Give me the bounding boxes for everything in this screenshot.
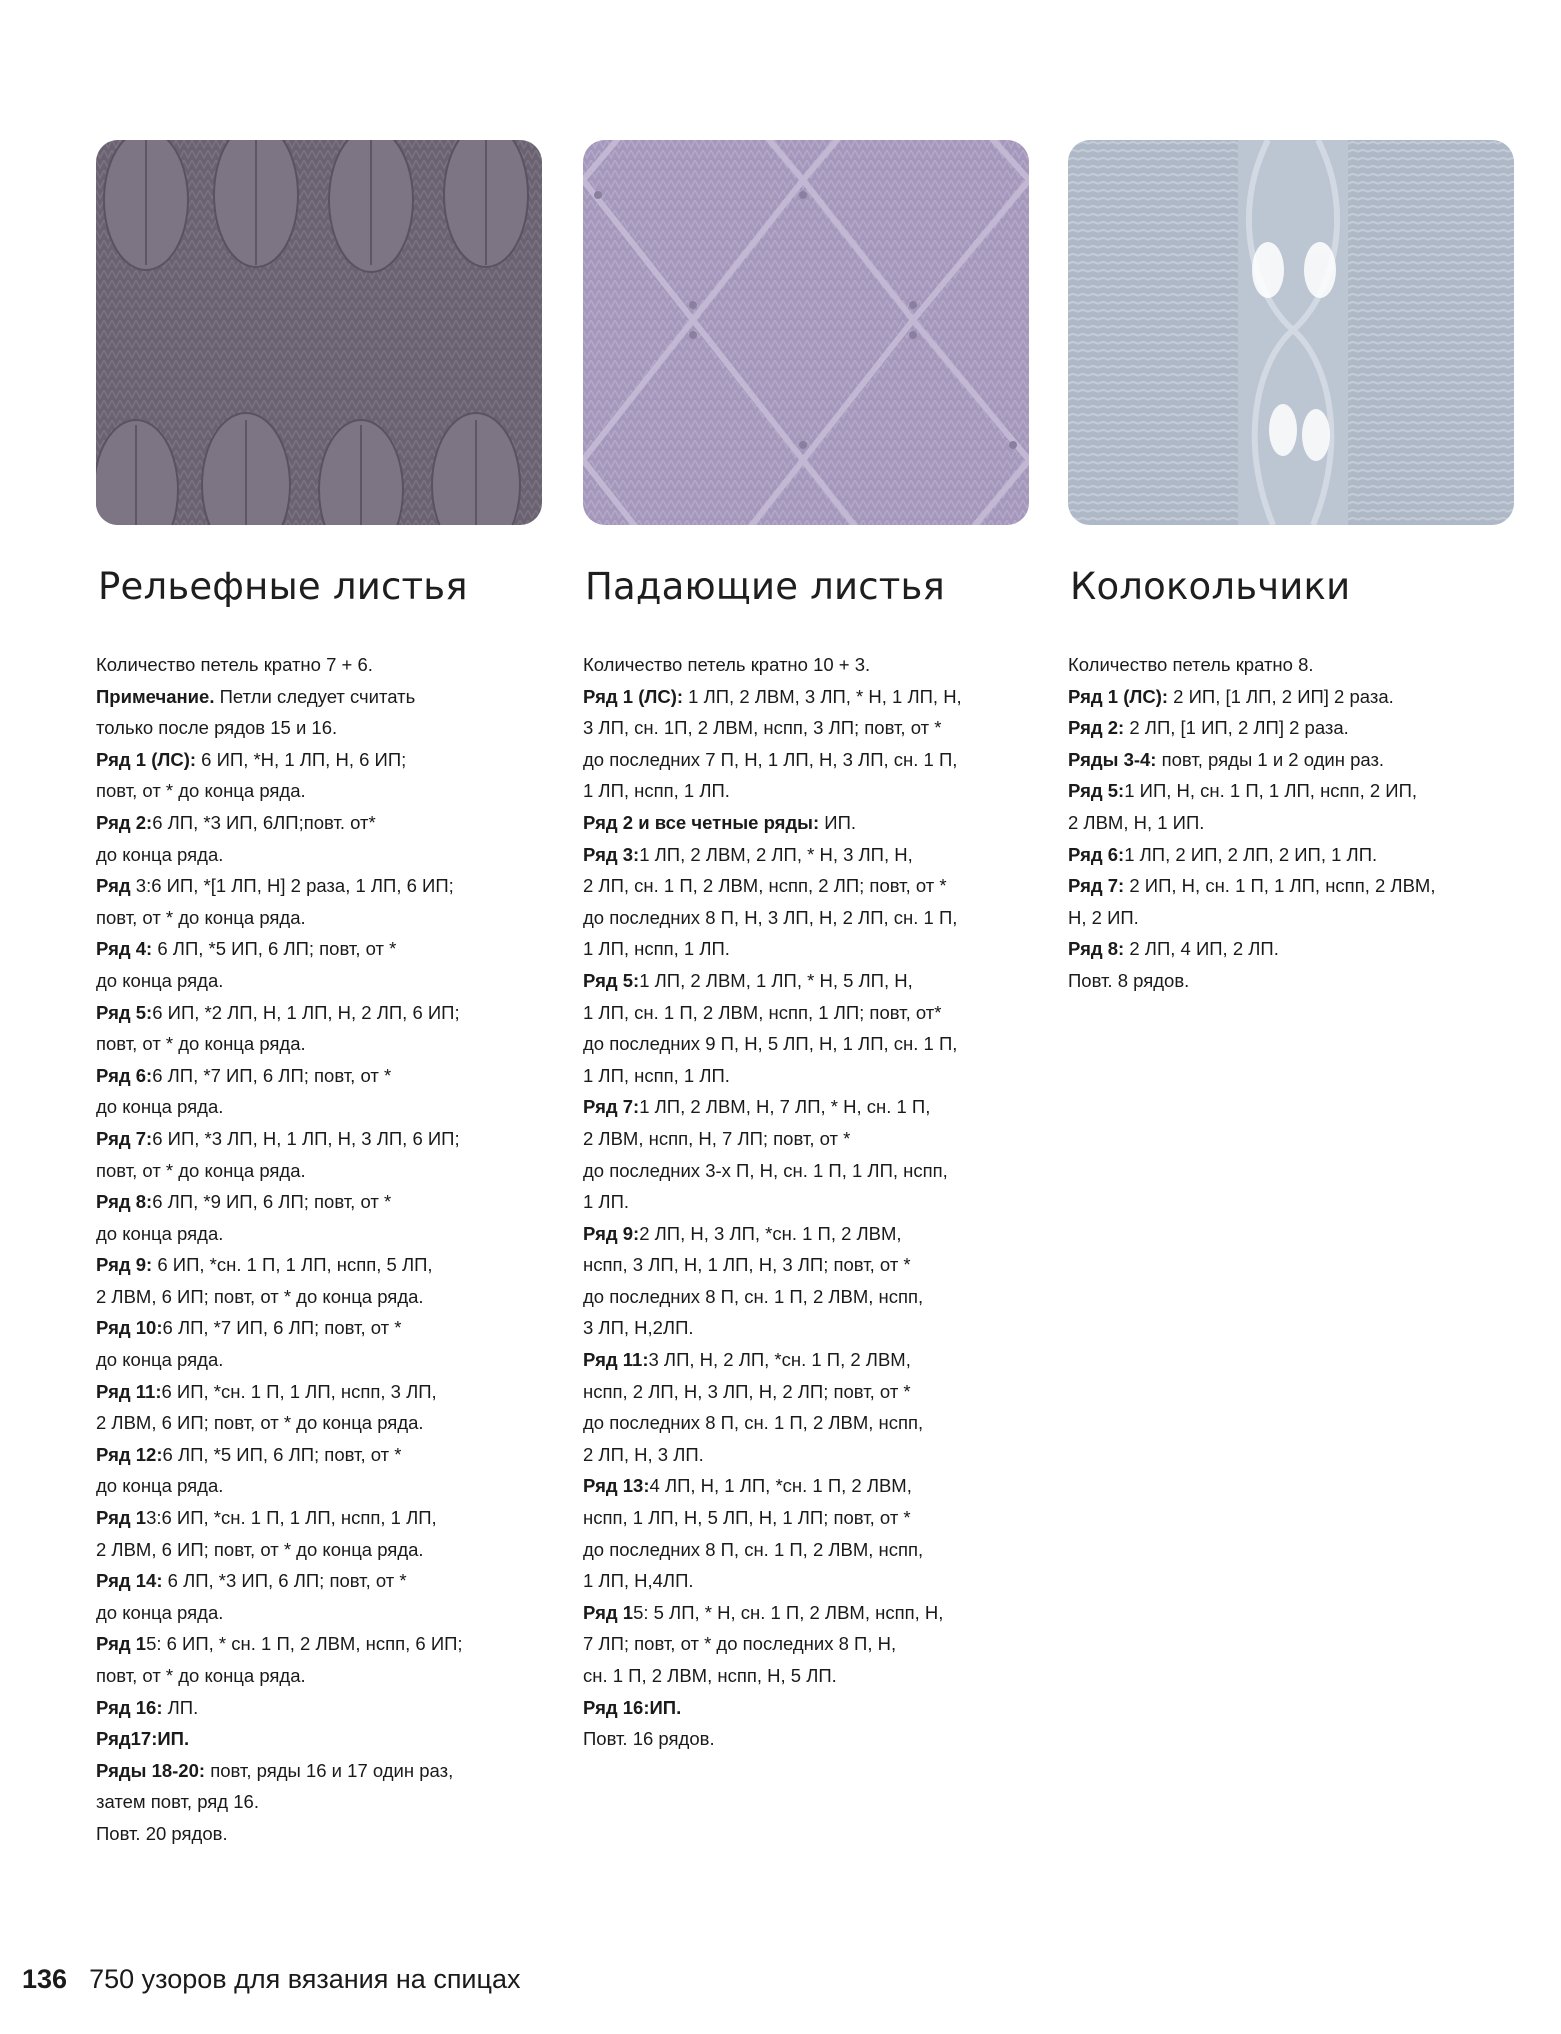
- instruction-line: затем повт, ряд 16.: [96, 1791, 259, 1813]
- pattern-column-falling-leaves: [583, 140, 1029, 1755]
- instruction-line: 2 ЛВМ, нспп, Н, 7 ЛП; повт, от *: [583, 1127, 851, 1149]
- instruction-line: Ряд 3:6 ИП, *[1 ЛП, Н] 2 раза, 1 ЛП, 6 ИП;: [96, 875, 454, 897]
- instruction-line: повт, от * до конца ряда.: [96, 906, 306, 928]
- instruction-line: Ряд 11:3 ЛП, Н, 2 ЛП, *сн. 1 П, 2 ЛВМ,: [583, 1349, 911, 1371]
- instruction-line: нспп, 2 ЛП, Н, 3 ЛП, Н, 2 ЛП; повт, от *: [583, 1380, 911, 1402]
- instruction-line: Ряд 11:6 ИП, *сн. 1 П, 1 ЛП, нспп, 3 ЛП,: [96, 1380, 437, 1402]
- instruction-line: 1 ЛП, сн. 1 П, 2 ЛВМ, нспп, 1 ЛП; повт, от*: [583, 1001, 942, 1023]
- instruction-line: 1 ЛП, нспп, 1 ЛП.: [583, 1064, 730, 1086]
- instruction-line: повт, от * до конца ряда.: [96, 1159, 306, 1181]
- page-number: 136: [22, 1964, 68, 1994]
- instruction-line: Количество петель кратно 8.: [1068, 654, 1314, 675]
- instruction-line: Примечание. Петли следует считать: [96, 685, 416, 707]
- instruction-line: Ряд 7: 2 ИП, Н, сн. 1 П, 1 ЛП, нспп, 2 ЛВМ,: [1068, 875, 1436, 897]
- instruction-line: до последних 8 П, сн. 1 П, 2 ЛВМ, нспп,: [583, 1412, 924, 1434]
- instruction-line: 2 ЛВМ, 6 ИП; повт, от * до конца ряда.: [96, 1412, 424, 1434]
- instruction-line: Ряды 18-20: повт, ряды 16 и 17 один раз,: [96, 1759, 454, 1781]
- instruction-line: до конца ряда.: [96, 843, 224, 865]
- instruction-line: Ряд 15: 6 ИП, * сн. 1 П, 2 ЛВМ, нспп, 6 ИП;: [96, 1633, 463, 1655]
- instruction-line: Ряды 3-4: повт, ряды 1 и 2 один раз.: [1068, 748, 1385, 770]
- instruction-line: до последних 3-х П, Н, сн. 1 П, 1 ЛП, нспп,: [583, 1159, 948, 1181]
- pattern-column-relief-leaves: [96, 140, 542, 1850]
- instruction-line: Ряд 5:1 ЛП, 2 ЛВМ, 1 ЛП, * Н, 5 ЛП, Н,: [583, 969, 913, 991]
- instruction-line: Повт. 20 рядов.: [96, 1822, 228, 1844]
- instruction-line: до последних 9 П, Н, 5 ЛП, Н, 1 ЛП, сн. 1 П,: [583, 1033, 958, 1055]
- instruction-line: нспп, 1 ЛП, Н, 5 ЛП, Н, 1 ЛП; повт, от *: [583, 1507, 911, 1529]
- instruction-line: 3 ЛП, сн. 1П, 2 ЛВМ, нспп, 3 ЛП; повт, от *: [583, 717, 942, 739]
- instruction-line: до конца ряда.: [96, 1349, 224, 1371]
- instruction-line: Количество петель кратно 10 + 3.: [583, 654, 871, 675]
- instruction-line: до конца ряда.: [96, 969, 224, 991]
- instruction-line: до конца ряда.: [96, 1475, 224, 1497]
- instruction-line: только после рядов 15 и 16.: [96, 717, 338, 739]
- instruction-line: Ряд 2 и все четные ряды: ИП.: [583, 811, 857, 833]
- instruction-line: Ряд17:ИП.: [96, 1728, 190, 1750]
- pattern-column-bells: [1068, 140, 1514, 997]
- instruction-line: Ряд 9:2 ЛП, Н, 3 ЛП, *сн. 1 П, 2 ЛВМ,: [583, 1222, 902, 1244]
- instruction-line: до конца ряда.: [96, 1222, 224, 1244]
- instruction-line: Ряд 4: 6 ЛП, *5 ИП, 6 ЛП; повт, от *: [96, 938, 397, 960]
- instruction-line: нспп, 3 ЛП, Н, 1 ЛП, Н, 3 ЛП; повт, от *: [583, 1254, 911, 1276]
- pattern-title: Падающие листья: [585, 565, 945, 608]
- page-footer: [22, 1964, 521, 1995]
- pattern-title: Колокольчики: [1070, 565, 1351, 608]
- instruction-line: повт, от * до конца ряда.: [96, 1033, 306, 1055]
- instruction-line: 1 ЛП, Н,4ЛП.: [583, 1570, 694, 1592]
- instruction-line: Ряд 6:6 ЛП, *7 ИП, 6 ЛП; повт, от *: [96, 1064, 392, 1086]
- instruction-line: до последних 7 П, Н, 1 ЛП, Н, 3 ЛП, сн. 1 П,: [583, 748, 958, 770]
- instruction-line: Ряд 12:6 ЛП, *5 ИП, 6 ЛП; повт, от *: [96, 1443, 402, 1465]
- instruction-line: 2 ЛВМ, Н, 1 ИП.: [1068, 811, 1205, 833]
- instruction-line: Ряд 2:6 ЛП, *3 ИП, 6ЛП;повт. от*: [96, 811, 376, 833]
- instruction-line: Ряд 16:ИП.: [583, 1696, 682, 1718]
- instruction-line: Ряд 10:6 ЛП, *7 ИП, 6 ЛП; повт, от *: [96, 1317, 402, 1339]
- instruction-line: до конца ряда.: [96, 1601, 224, 1623]
- swatch-image-falling-leaves: [583, 140, 1029, 525]
- instruction-line: до последних 8 П, Н, 3 ЛП, Н, 2 ЛП, сн. 1 П,: [583, 906, 958, 928]
- instruction-line: Ряд 1 (ЛС): 6 ИП, *Н, 1 ЛП, Н, 6 ИП;: [96, 748, 407, 770]
- instruction-line: 2 ЛП, сн. 1 П, 2 ЛВМ, нспп, 2 ЛП; повт, от *: [583, 875, 947, 897]
- instruction-line: Ряд 8: 2 ЛП, 4 ИП, 2 ЛП.: [1068, 938, 1279, 960]
- instruction-line: Количество петель кратно 7 + 6.: [96, 654, 373, 675]
- instruction-line: Н, 2 ИП.: [1068, 906, 1139, 928]
- instruction-line: 2 ЛП, Н, 3 ЛП.: [583, 1443, 704, 1465]
- pattern-instructions: [583, 649, 1029, 1755]
- instruction-line: Ряд 6:1 ЛП, 2 ИП, 2 ЛП, 2 ИП, 1 ЛП.: [1068, 843, 1378, 865]
- instruction-line: до последних 8 П, сн. 1 П, 2 ЛВМ, нспп,: [583, 1538, 924, 1560]
- instruction-line: Ряд 9: 6 ИП, *сн. 1 П, 1 ЛП, нспп, 5 ЛП,: [96, 1254, 433, 1276]
- knitted-swatch-illustration: [583, 140, 1029, 525]
- instruction-line: Ряд 5:6 ИП, *2 ЛП, Н, 1 ЛП, Н, 2 ЛП, 6 ИП;: [96, 1001, 460, 1023]
- pattern-title: Рельефные листья: [98, 565, 468, 608]
- swatch-image-relief-leaves: [96, 140, 542, 525]
- instruction-line: повт, от * до конца ряда.: [96, 780, 306, 802]
- instruction-line: 2 ЛВМ, 6 ИП; повт, от * до конца ряда.: [96, 1538, 424, 1560]
- instruction-line: Ряд 13:6 ИП, *сн. 1 П, 1 ЛП, нспп, 1 ЛП,: [96, 1507, 437, 1529]
- instruction-line: Ряд 7:1 ЛП, 2 ЛВМ, Н, 7 ЛП, * Н, сн. 1 П,: [583, 1096, 931, 1118]
- instruction-line: 7 ЛП; повт, от * до последних 8 П, Н,: [583, 1633, 897, 1655]
- instruction-line: до последних 8 П, сн. 1 П, 2 ЛВМ, нспп,: [583, 1285, 924, 1307]
- instruction-line: Ряд 16: ЛП.: [96, 1696, 199, 1718]
- instruction-line: 1 ЛП, нспп, 1 ЛП.: [583, 938, 730, 960]
- instruction-line: Ряд 15: 5 ЛП, * Н, сн. 1 П, 2 ЛВМ, нспп, Н,: [583, 1601, 944, 1623]
- instruction-line: Ряд 2: 2 ЛП, [1 ИП, 2 ЛП] 2 раза.: [1068, 717, 1349, 739]
- instruction-line: Ряд 8:6 ЛП, *9 ИП, 6 ЛП; повт, от *: [96, 1191, 392, 1213]
- instruction-line: Ряд 1 (ЛС): 1 ЛП, 2 ЛВМ, 3 ЛП, * Н, 1 ЛП, Н,: [583, 685, 962, 707]
- knitted-swatch-illustration: [1068, 140, 1514, 525]
- instruction-line: сн. 1 П, 2 ЛВМ, нспп, Н, 5 ЛП.: [583, 1665, 837, 1686]
- swatch-image-bells: [1068, 140, 1514, 525]
- instruction-line: Ряд 1 (ЛС): 2 ИП, [1 ЛП, 2 ИП] 2 раза.: [1068, 685, 1394, 707]
- instruction-line: Повт. 8 рядов.: [1068, 969, 1190, 991]
- instruction-line: Ряд 7:6 ИП, *3 ЛП, Н, 1 ЛП, Н, 3 ЛП, 6 ИП;: [96, 1127, 460, 1149]
- instruction-line: Ряд 13:4 ЛП, Н, 1 ЛП, *сн. 1 П, 2 ЛВМ,: [583, 1475, 912, 1497]
- instruction-line: Ряд 14: 6 ЛП, *3 ИП, 6 ЛП; повт, от *: [96, 1570, 407, 1592]
- instruction-line: Ряд 5:1 ИП, Н, сн. 1 П, 1 ЛП, нспп, 2 ИП,: [1068, 780, 1418, 802]
- knitted-swatch-illustration: [96, 140, 542, 525]
- instruction-line: 1 ЛП.: [583, 1191, 630, 1213]
- instruction-line: Ряд 3:1 ЛП, 2 ЛВМ, 2 ЛП, * Н, 3 ЛП, Н,: [583, 843, 913, 865]
- instruction-line: повт, от * до конца ряда.: [96, 1665, 306, 1686]
- instruction-line: 2 ЛВМ, 6 ИП; повт, от * до конца ряда.: [96, 1285, 424, 1307]
- pattern-instructions: [1068, 649, 1514, 997]
- book-title: 750 узоров для вязания на спицах: [89, 1964, 521, 1994]
- instruction-line: Повт. 16 рядов.: [583, 1728, 715, 1750]
- instruction-line: до конца ряда.: [96, 1096, 224, 1118]
- instruction-line: 1 ЛП, нспп, 1 ЛП.: [583, 780, 730, 802]
- instruction-line: 3 ЛП, Н,2ЛП.: [583, 1317, 694, 1339]
- pattern-instructions: [96, 649, 542, 1850]
